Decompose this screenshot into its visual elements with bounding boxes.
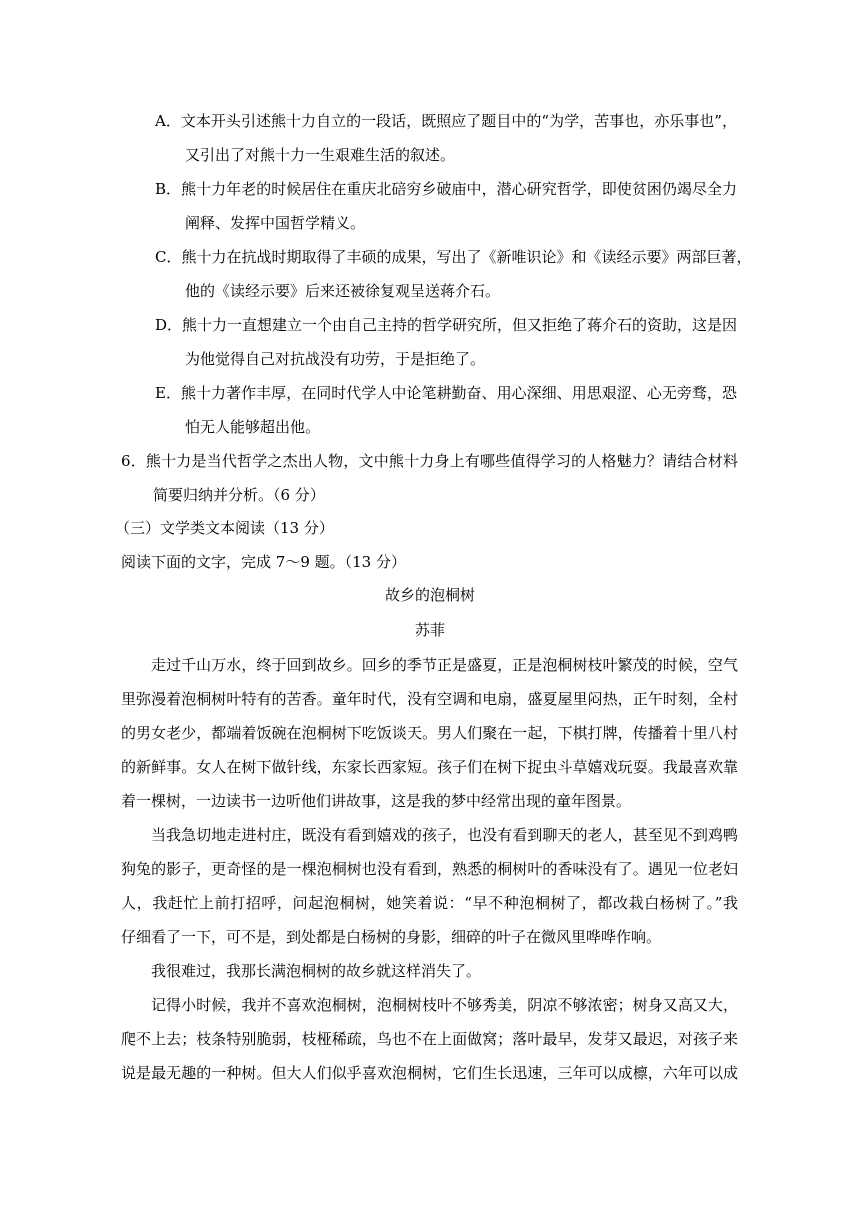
story-author: 苏菲 xyxy=(414,621,445,639)
paragraph-2-line-2: 狗兔的影子，更奇怪的是一棵泡桐树也没有看到，熟悉的桐树叶的香味没有了。遇见一位老妇 xyxy=(121,860,738,878)
paragraph-2-line-3: 人，我赶忙上前打招呼，问起泡桐树，她笑着说：“早不种泡桐树了，都改栽白杨树了。”我 xyxy=(121,894,738,912)
paragraph-1-line-5: 着一棵树，一边读书一边听他们讲故事，这是我的梦中经常出现的童年图景。 xyxy=(121,792,632,810)
option-e-line-1: E．熊十力著作丰厚，在同时代学人中论笔耕勤奋、用心深细、用思艰涩、心无旁骛，恐 xyxy=(155,384,737,402)
option-b-line-1: B．熊十力年老的时候居住在重庆北碚穷乡破庙中，潜心研究哲学，即使贫困仍竭尽全力 xyxy=(155,180,737,198)
section-heading: （三）文学类文本阅读（13 分） xyxy=(115,519,334,537)
story-title: 故乡的泡桐树 xyxy=(384,586,475,604)
option-a-line-1: A．文本开头引述熊十力自立的一段话，既照应了题目中的“为学，苦事也，亦乐事也”， xyxy=(155,112,737,130)
paragraph-1-line-2: 里弥漫着泡桐树叶特有的苦香。童年时代，没有空调和电扇，盛夏屋里闷热，正午时刻，全村 xyxy=(121,690,738,708)
option-c-line-2: 他的《读经示要》后来还被徐复观呈送蒋介石。 xyxy=(185,282,501,300)
paragraph-2-line-1: 当我急切地走进村庄，既没有看到嬉戏的孩子，也没有看到聊天的老人，甚至见不到鸡鸭 xyxy=(151,826,738,844)
paragraph-3-line-1: 我很难过，我那长满泡桐树的故乡就这样消失了。 xyxy=(151,962,482,980)
option-b-line-2: 阐释、发挥中国哲学精义。 xyxy=(185,214,366,232)
option-d-line-2: 为他觉得自己对抗战没有功劳，于是拒绝了。 xyxy=(185,350,486,368)
reading-instruction: 阅读下面的文字，完成 7～9 题。（13 分） xyxy=(121,553,406,571)
option-a-line-2: 又引出了对熊十力一生艰难生活的叙述。 xyxy=(185,146,456,164)
paragraph-4-line-1: 记得小时候，我并不喜欢泡桐树，泡桐树枝叶不够秀美，阴凉不够浓密；树身又高又大， xyxy=(151,996,738,1014)
question-6-line-2: 简要归纳并分析。（6 分） xyxy=(153,486,325,504)
option-e-line-2: 怕无人能够超出他。 xyxy=(185,418,321,436)
paragraph-1-line-4: 的新鲜事。女人在树下做针线，东家长西家短。孩子们在树下捉虫斗草嬉戏玩耍。我最喜欢靠 xyxy=(121,758,738,776)
question-6-line-1: 6．熊十力是当代哲学之杰出人物，文中熊十力身上有哪些值得学习的人格魅力？请结合材料 xyxy=(121,452,738,470)
paragraph-2-line-4: 仔细看了一下，可不是，到处都是白杨树的身影，细碎的叶子在微风里哗哗作响。 xyxy=(121,928,662,946)
paragraph-1-line-1: 走过千山万水，终于回到故乡。回乡的季节正是盛夏，正是泡桐树枝叶繁茂的时候，空气 xyxy=(151,656,738,674)
paragraph-4-line-2: 爬不上去；枝条特别脆弱，枝桠稀疏，鸟也不在上面做窝；落叶最早，发芽又最迟，对孩子来 xyxy=(121,1030,738,1048)
paragraph-4-line-3: 说是最无趣的一种树。但大人们似乎喜欢泡桐树，它们生长迅速，三年可以成檩，六年可以成 xyxy=(121,1064,738,1082)
paragraph-1-line-3: 的男女老少，都端着饭碗在泡桐树下吃饭谈天。男人们聚在一起，下棋打牌，传播着十里八村 xyxy=(121,724,738,742)
option-c-line-1: C．熊十力在抗战时期取得了丰硕的成果，写出了《新唯识论》和《读经示要》两部巨著， xyxy=(155,248,752,266)
option-d-line-1: D．熊十力一直想建立一个由自己主持的哲学研究所，但又拒绝了蒋介石的资助，这是因 xyxy=(155,316,738,334)
